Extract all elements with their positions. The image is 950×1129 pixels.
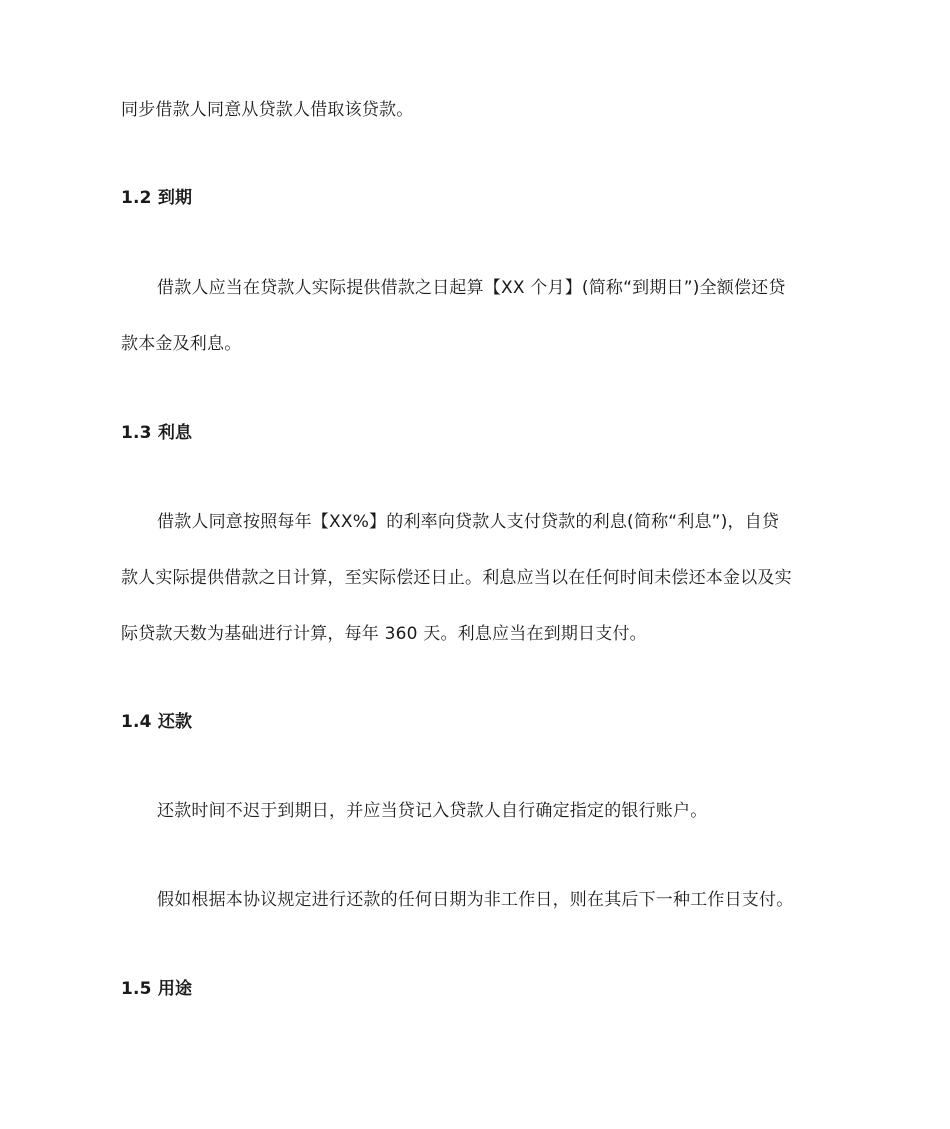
- section-heading-1-5: 1.5 用途: [121, 979, 193, 999]
- paragraph-line: 假如根据本协议规定进行还款的任何日期为非工作日，则在其后下一种工作日支付。: [157, 890, 794, 910]
- section-heading-1-3: 1.3 利息: [121, 423, 193, 443]
- paragraph-line: 款人实际提供借款之日计算，至实际偿还日止。利息应当以在任何时间未偿还本金以及实: [121, 568, 792, 588]
- paragraph-line: 借款人同意按照每年【XX%】的利率向贷款人支付贷款的利息(简称“利息”)，自贷: [157, 512, 780, 532]
- paragraph-line: 借款人应当在贷款人实际提供借款之日起算【XX 个月】(简称“到期日”)全额偿还贷: [157, 278, 786, 298]
- paragraph-line: 际贷款天数为基础进行计算，每年 360 天。利息应当在到期日支付。: [121, 624, 647, 644]
- paragraph-line: 还款时间不迟于到期日，并应当贷记入贷款人自行确定指定的银行账户。: [157, 801, 708, 821]
- section-heading-1-4: 1.4 还款: [121, 712, 193, 732]
- paragraph-line: 同步借款人同意从贷款人借取该贷款。: [121, 100, 414, 120]
- paragraph-line: 款本金及利息。: [121, 334, 242, 354]
- section-heading-1-2: 1.2 到期: [121, 188, 193, 208]
